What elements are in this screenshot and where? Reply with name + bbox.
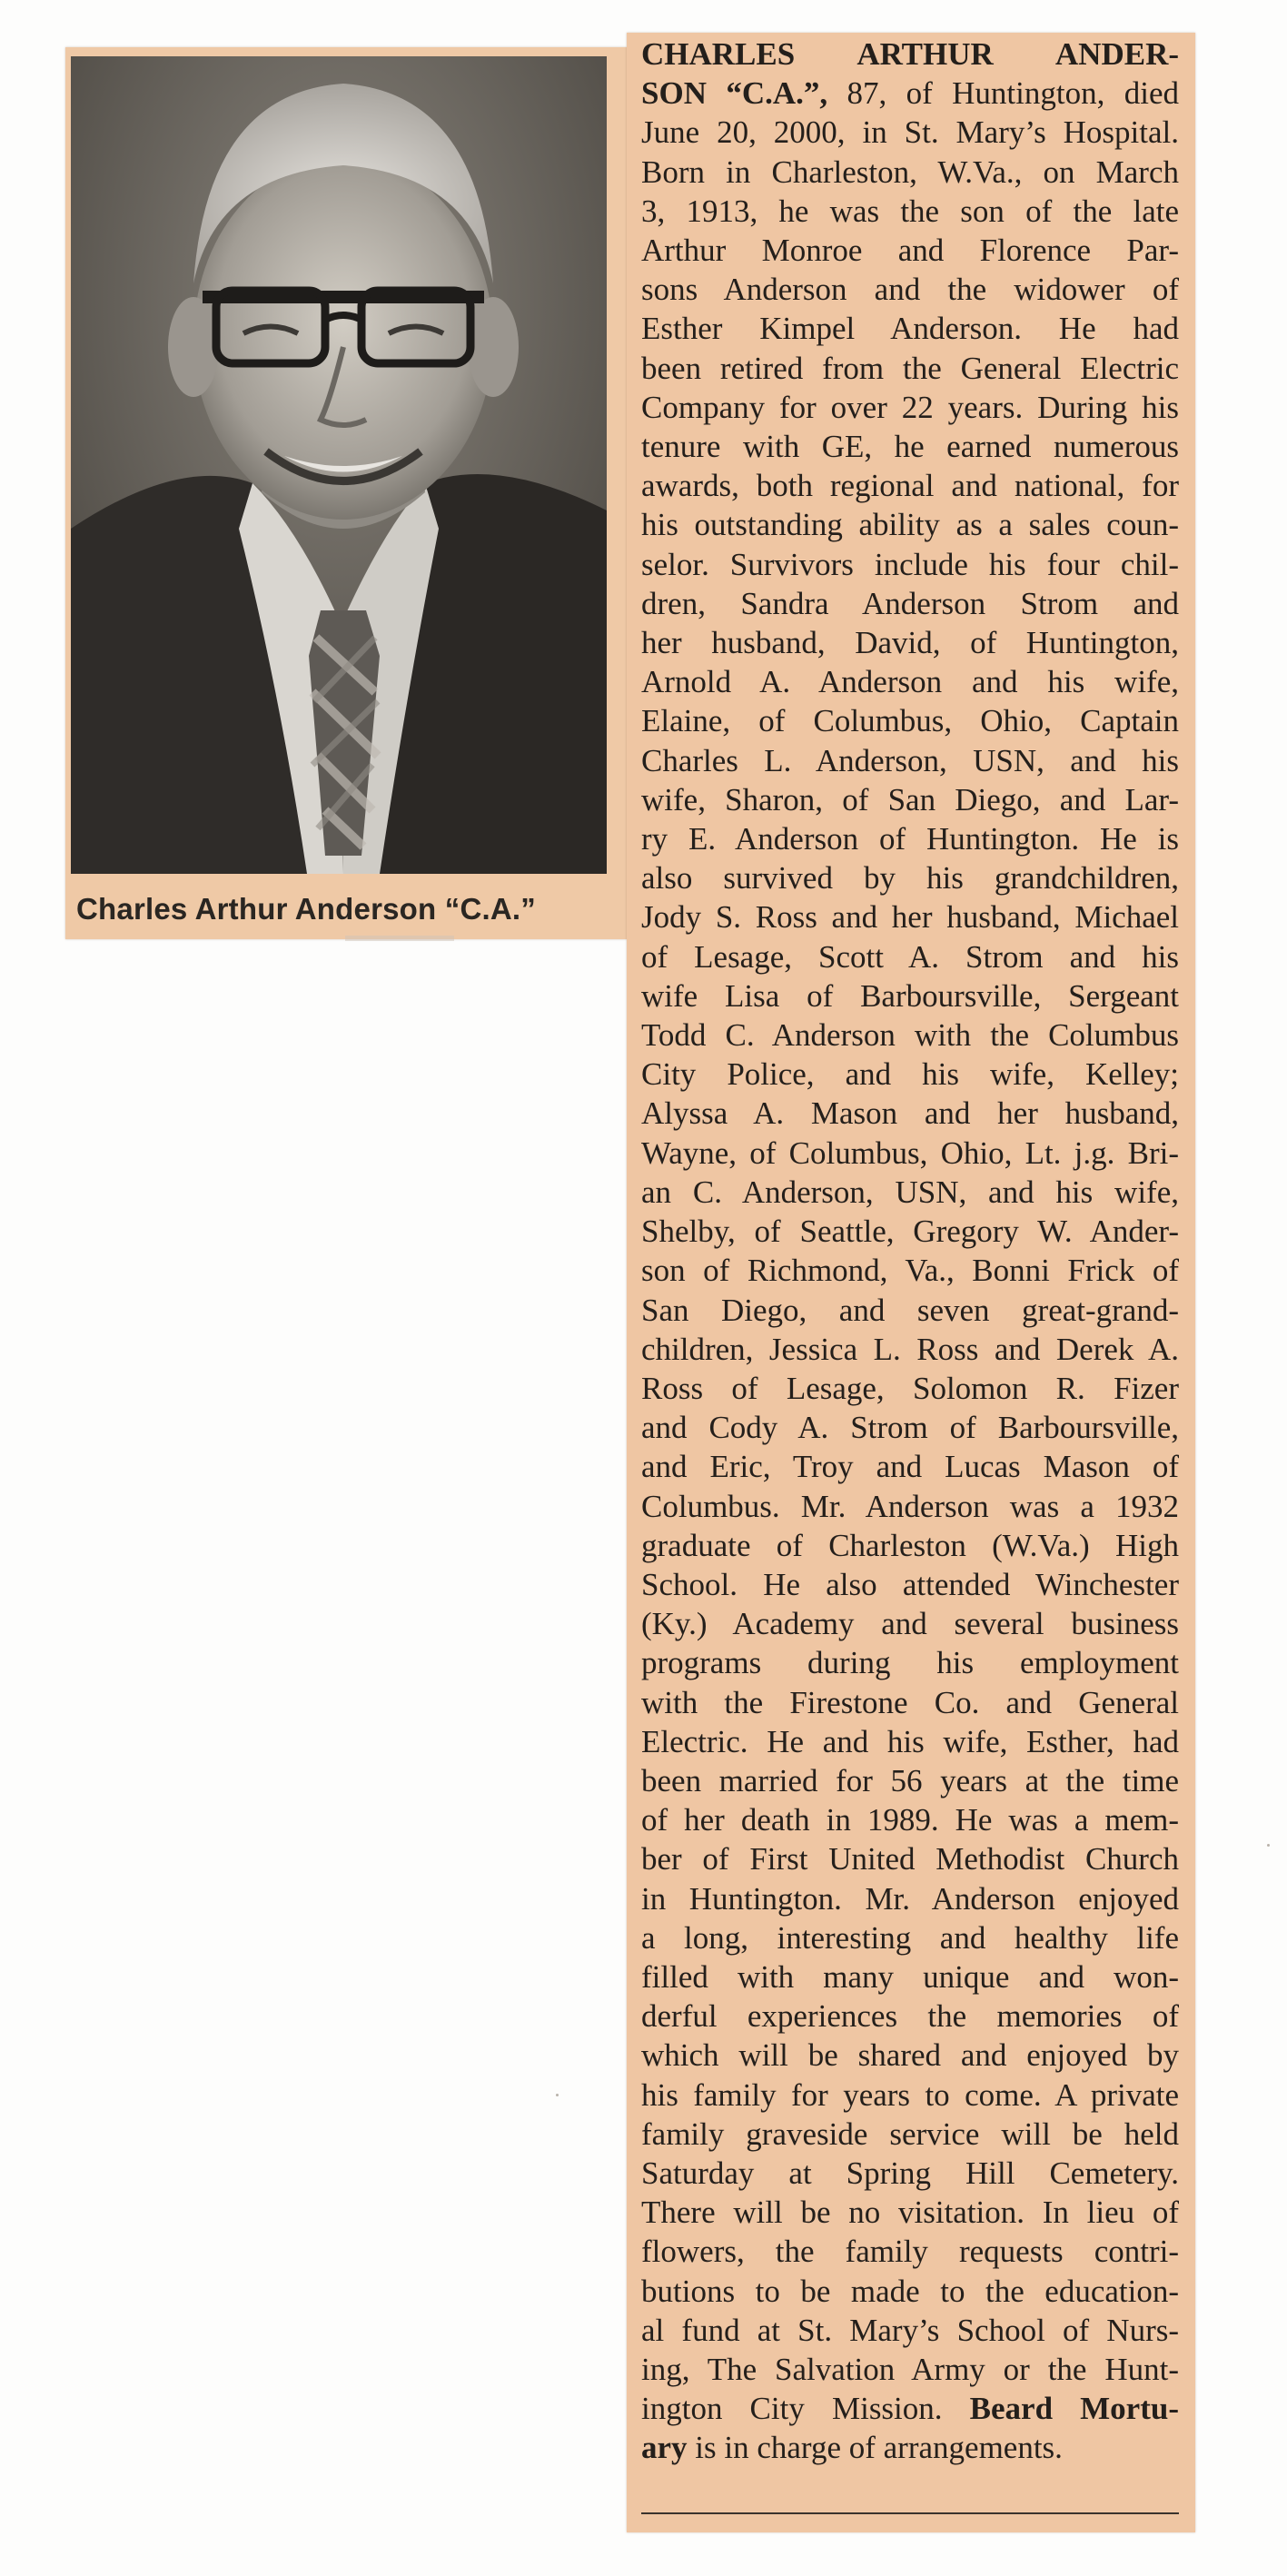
body-text: son of Richmond, Va., Bonni Frick of — [641, 1253, 1179, 1289]
article-line — [641, 2350, 1179, 2389]
body-text: Todd C. Anderson with the Columbus — [641, 1017, 1179, 1054]
article-line — [641, 937, 1179, 976]
obituary-text — [641, 35, 1179, 2468]
body-text: Ross of Lesage, Solomon R. Fizer — [641, 1370, 1179, 1406]
body-text: family graveside service will be held — [641, 2115, 1179, 2152]
body-text: and Cody A. Strom of Barboursville, — [641, 1410, 1179, 1446]
body-text: Columbus. Mr. Anderson was a 1932 — [641, 1488, 1179, 1524]
body-text: his family for years to come. A private — [641, 2076, 1179, 2113]
body-text: wife, Sharon, of San Diego, and Lar- — [641, 781, 1179, 817]
article-line — [641, 1996, 1179, 2036]
article-line — [641, 2193, 1179, 2232]
article-line — [641, 1839, 1179, 1878]
body-text: sons Anderson and the widower of — [641, 272, 1179, 308]
body-text: dren, Sandra Anderson Strom and — [641, 585, 1179, 621]
body-text: ry E. Anderson of Huntington. He is — [641, 821, 1179, 857]
article-line — [641, 897, 1179, 936]
article-line — [641, 1604, 1179, 1643]
article-line — [641, 976, 1179, 1016]
article-line — [641, 1722, 1179, 1761]
article-line — [641, 1369, 1179, 1408]
photo-caption: Charles Arthur Anderson “C.A.” — [76, 892, 536, 926]
article-line — [641, 1016, 1179, 1055]
article-line — [641, 1643, 1179, 1682]
body-text: San Diego, and seven great-grand- — [641, 1292, 1179, 1328]
article-line — [641, 427, 1179, 466]
article-line — [641, 1447, 1179, 1486]
scan-speck — [556, 2094, 559, 2096]
body-text: of Lesage, Scott A. Strom and his — [641, 938, 1179, 975]
article-line — [641, 2232, 1179, 2271]
article-line — [641, 1408, 1179, 1447]
body-text: 87, of Huntington, died — [827, 75, 1179, 112]
body-text: al fund at St. Mary’s School of Nurs- — [641, 2312, 1179, 2348]
article-line — [641, 309, 1179, 348]
body-text: wife Lisa of Barboursville, Sergeant — [641, 977, 1179, 1014]
article-line — [641, 153, 1179, 192]
body-text: Charles L. Anderson, USN, and his — [641, 742, 1179, 778]
body-text: flowers, the family requests contri- — [641, 2234, 1179, 2270]
bottom-rule — [641, 2512, 1179, 2514]
article-line — [641, 662, 1179, 701]
article-line — [641, 819, 1179, 858]
article-line — [641, 2076, 1179, 2115]
body-text: graduate of Charleston (W.Va.) High — [641, 1527, 1179, 1563]
article-line — [641, 780, 1179, 819]
article-line — [641, 2154, 1179, 2193]
body-text: his outstanding ability as a sales coun- — [641, 507, 1179, 543]
article-line — [641, 35, 1179, 74]
body-text: been married for 56 years at the time — [641, 1762, 1179, 1798]
article-line — [641, 584, 1179, 623]
body-text: Alyssa A. Mason and her husband, — [641, 1095, 1179, 1132]
article-line — [641, 1055, 1179, 1094]
article-line — [641, 1251, 1179, 1290]
article-line — [641, 858, 1179, 897]
body-text: June 20, 2000, in St. Mary’s Hospital. — [641, 114, 1179, 151]
body-text: butions to be made to the education- — [641, 2273, 1179, 2309]
article-line — [641, 1918, 1179, 1957]
body-text: a long, interesting and healthy life — [641, 1919, 1179, 1956]
body-text: filled with many unique and won- — [641, 1958, 1179, 1995]
article-line — [641, 270, 1179, 309]
article-line — [641, 1526, 1179, 1565]
bold-text: CHARLES ARTHUR ANDER- — [641, 36, 1179, 72]
article-line — [641, 2036, 1179, 2075]
body-text: Company for over 22 years. During his — [641, 389, 1179, 425]
portrait-illustration — [71, 56, 607, 874]
body-text: selor. Survivors include his four chil- — [641, 546, 1179, 582]
article-line — [641, 349, 1179, 388]
article-line — [641, 2272, 1179, 2311]
body-text: of her death in 1989. He was a mem- — [641, 1802, 1179, 1838]
body-text: also survived by his grandchildren, — [641, 860, 1179, 897]
body-text: Born in Charleston, W.Va., on March — [641, 154, 1179, 190]
body-text: an C. Anderson, USN, and his wife, — [641, 1174, 1179, 1210]
portrait-photo — [71, 56, 607, 874]
body-text: 3, 1913, he was the son of the late — [641, 193, 1179, 229]
scan-speck — [1267, 1844, 1270, 1847]
article-line — [641, 1761, 1179, 1800]
article-line — [641, 1800, 1179, 1839]
bold-text: Beard Mortu- — [969, 2391, 1179, 2427]
body-text: (Ky.) Academy and several business — [641, 1606, 1179, 1642]
torn-edge — [345, 936, 454, 941]
body-text: Esther Kimpel Anderson. He had — [641, 311, 1179, 347]
body-text: children, Jessica L. Ross and Derek A. — [641, 1331, 1179, 1367]
bold-text: ary — [641, 2430, 688, 2466]
body-text: Arnold A. Anderson and his wife, — [641, 664, 1179, 700]
body-text: which will be shared and enjoyed by — [641, 2037, 1179, 2074]
body-text: Wayne, of Columbus, Ohio, Lt. j.g. Bri- — [641, 1134, 1179, 1171]
body-text: City Police, and his wife, Kelley; — [641, 1056, 1179, 1093]
body-text: School. He also attended Winchester — [641, 1566, 1179, 1602]
article-line — [641, 1173, 1179, 1212]
body-text: tenure with GE, he earned numerous — [641, 429, 1179, 465]
body-text: ber of First United Methodist Church — [641, 1841, 1179, 1878]
article-line — [641, 701, 1179, 740]
bold-text: SON “C.A.”, — [641, 75, 828, 112]
body-text: derful experiences the memories of — [641, 1998, 1179, 2035]
body-text: Arthur Monroe and Florence Par- — [641, 233, 1179, 269]
article-line — [641, 113, 1179, 152]
article-line — [641, 1330, 1179, 1369]
body-text: awards, both regional and national, for — [641, 468, 1179, 504]
body-text: been retired from the General Electric — [641, 350, 1179, 386]
article-line — [641, 1212, 1179, 1251]
body-text: and Eric, Troy and Lucas Mason of — [641, 1449, 1179, 1485]
article-line — [641, 1957, 1179, 1996]
article-line — [641, 505, 1179, 544]
article-line — [641, 1565, 1179, 1604]
body-text: ing, The Salvation Army or the Hunt- — [641, 2351, 1179, 2387]
article-line — [641, 623, 1179, 662]
body-text: is in charge of arrangements. — [687, 2430, 1063, 2466]
article-line — [641, 2115, 1179, 2154]
article-line — [641, 74, 1179, 113]
body-text: programs during his employment — [641, 1645, 1179, 1681]
article-line — [641, 2311, 1179, 2350]
article-line — [641, 466, 1179, 505]
body-text: Elaine, of Columbus, Ohio, Captain — [641, 703, 1179, 739]
body-text: Electric. He and his wife, Esther, had — [641, 1723, 1179, 1759]
body-text: There will be no visitation. In lieu of — [641, 2195, 1179, 2231]
article-line — [641, 231, 1179, 270]
article-line — [641, 1291, 1179, 1330]
body-text: Shelby, of Seattle, Gregory W. Ander- — [641, 1214, 1179, 1250]
body-text: with the Firestone Co. and General — [641, 1684, 1179, 1720]
body-text: in Huntington. Mr. Anderson enjoyed — [641, 1880, 1179, 1917]
article-line — [641, 1879, 1179, 1918]
body-text: ington City Mission. — [641, 2391, 970, 2427]
article-line — [641, 1094, 1179, 1133]
article-line — [641, 388, 1179, 427]
article-line — [641, 1683, 1179, 1722]
article-line — [641, 741, 1179, 780]
article-line — [641, 2428, 1179, 2467]
article-line — [641, 1134, 1179, 1173]
article-line — [641, 192, 1179, 231]
article-line — [641, 545, 1179, 584]
article-line — [641, 1487, 1179, 1526]
article-line — [641, 2389, 1179, 2428]
body-text: Saturday at Spring Hill Cemetery. — [641, 2155, 1179, 2191]
body-text: her husband, David, of Huntington, — [641, 625, 1179, 661]
body-text: Jody S. Ross and her husband, Michael — [641, 899, 1179, 936]
